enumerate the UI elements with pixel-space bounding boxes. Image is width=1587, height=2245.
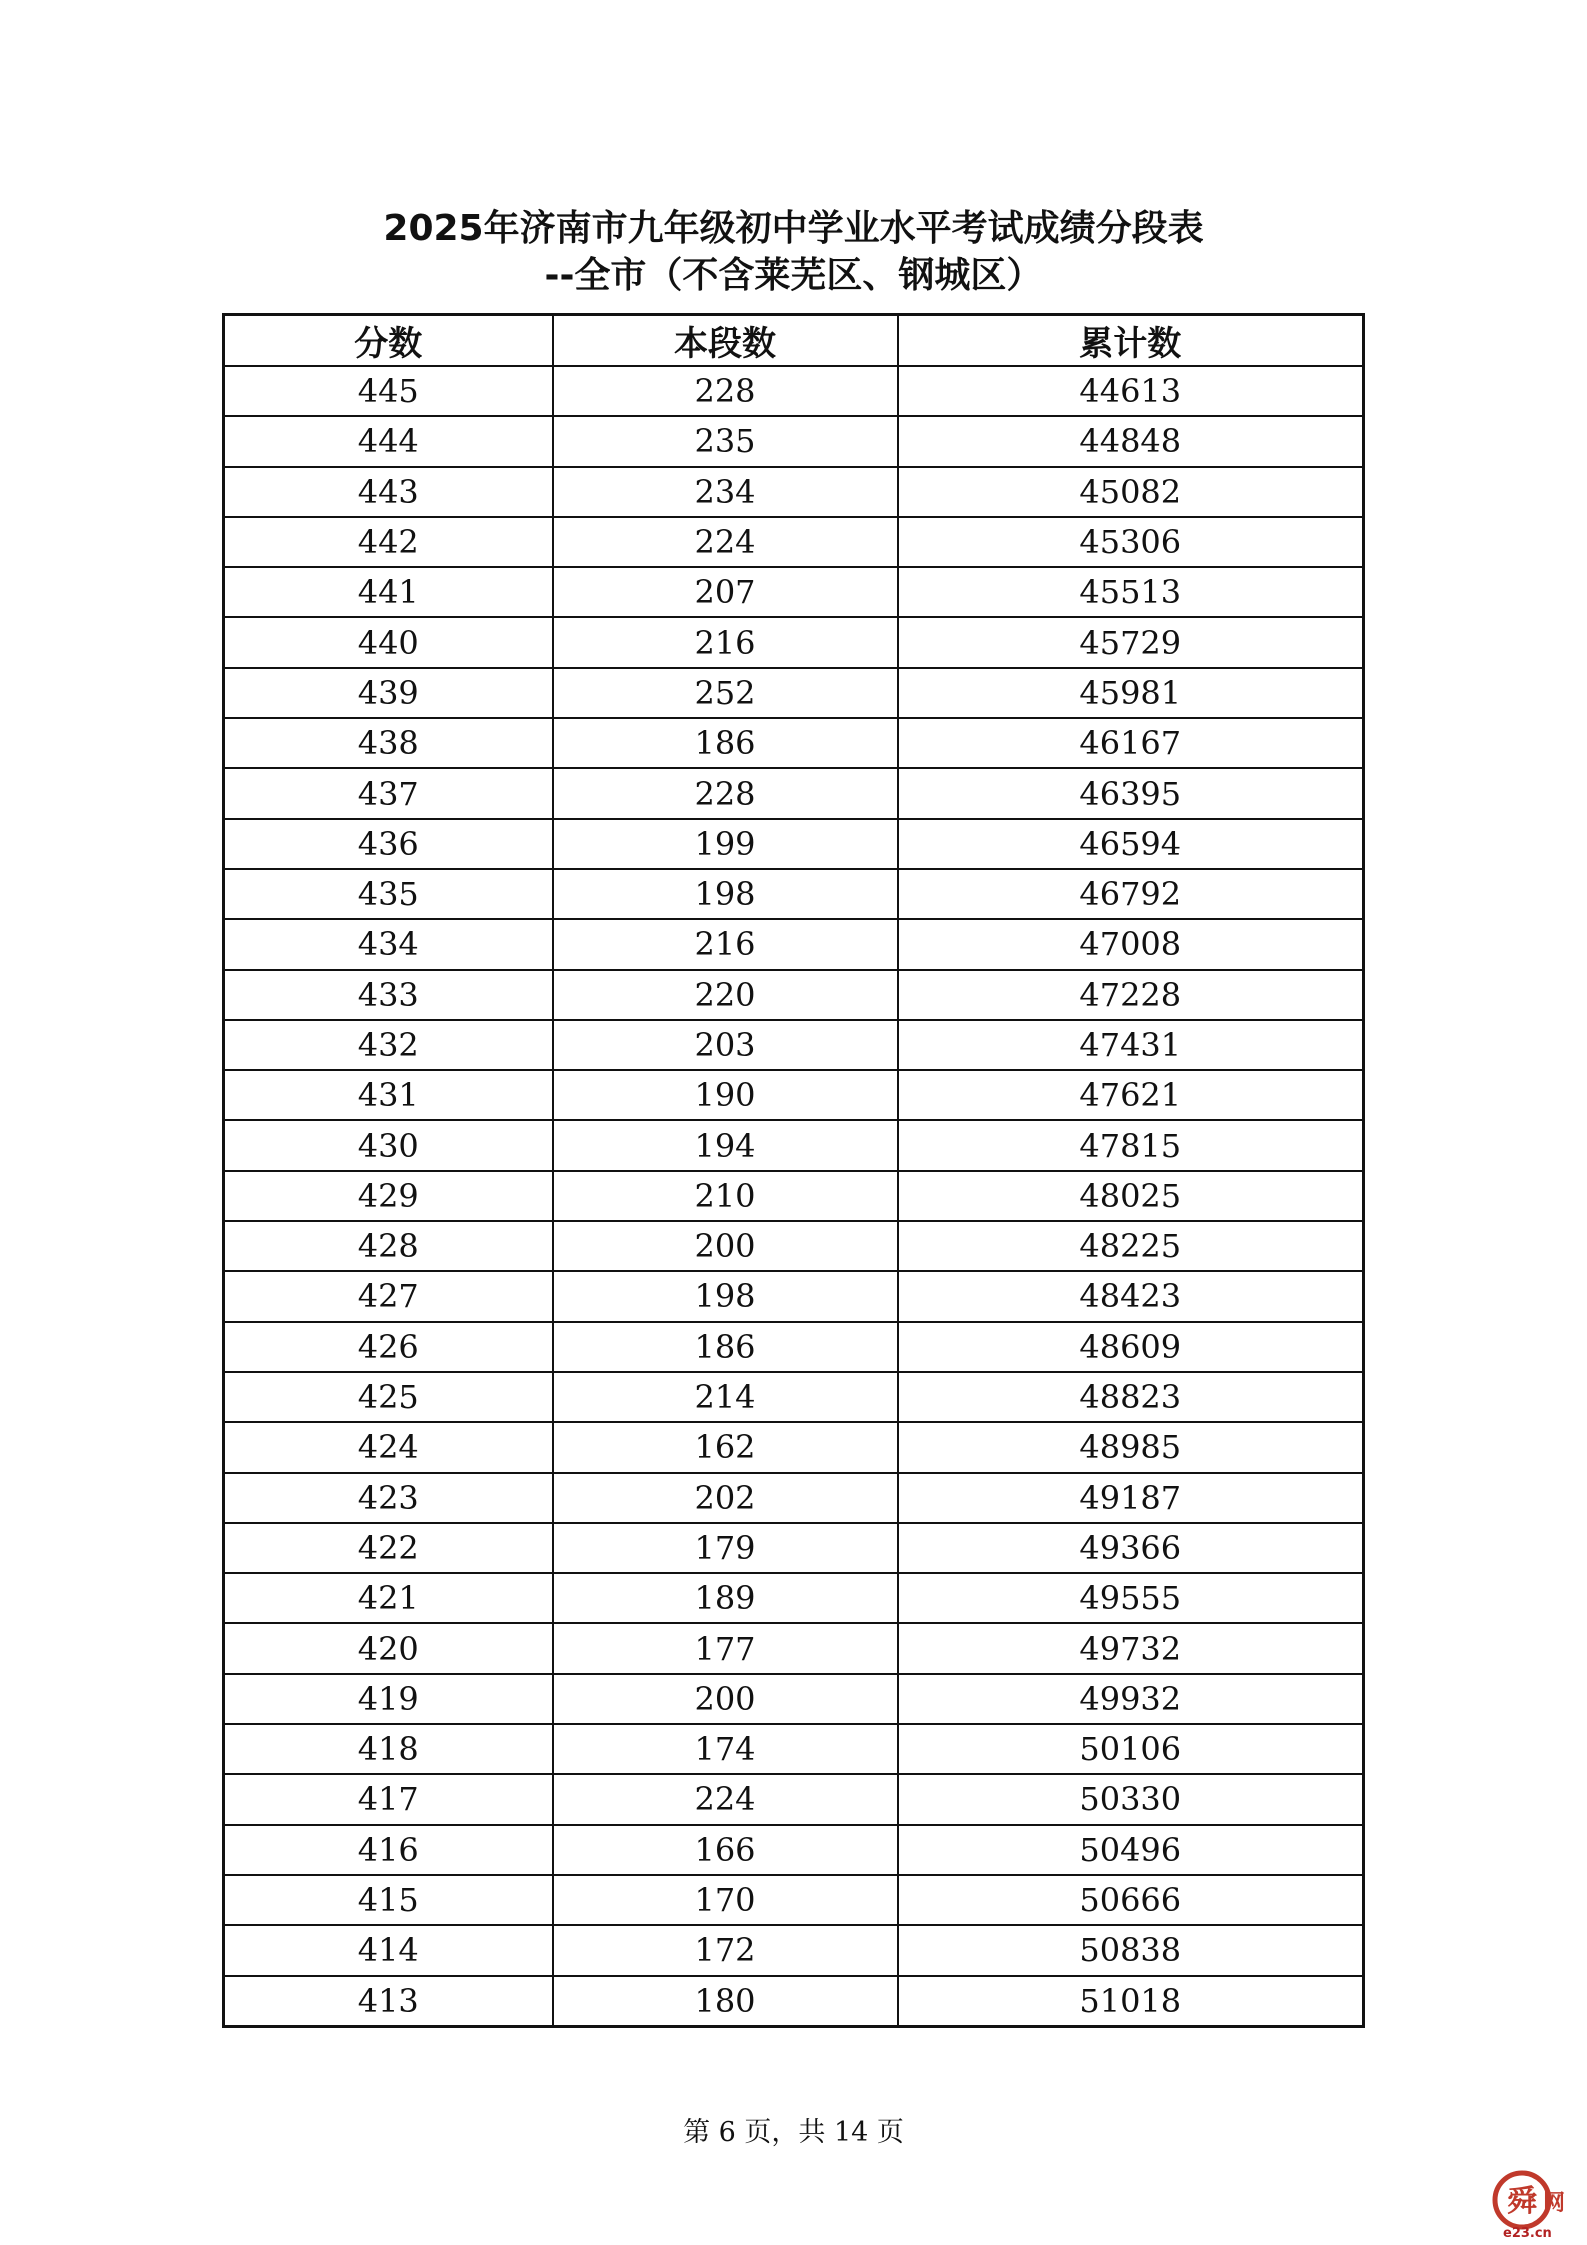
table-row	[224, 1674, 1364, 1724]
cell-cumulative-count: 49555	[898, 1573, 1364, 1623]
table-row	[224, 1171, 1364, 1221]
cell-cumulative-count: 45513	[898, 567, 1364, 617]
cell-score: 418	[224, 1724, 553, 1774]
table-row	[224, 567, 1364, 617]
table-row	[224, 718, 1364, 768]
cell-score: 426	[224, 1322, 553, 1372]
cell-cumulative-count: 50106	[898, 1724, 1364, 1774]
cell-segment-count: 234	[553, 467, 898, 517]
cell-score: 444	[224, 416, 553, 466]
table-row	[224, 517, 1364, 567]
cell-segment-count: 216	[553, 919, 898, 969]
cell-score: 417	[224, 1774, 553, 1824]
cell-cumulative-count: 47621	[898, 1070, 1364, 1120]
table-row	[224, 467, 1364, 517]
page-subtitle: --全市（不含莱芜区、钢城区）	[544, 255, 1043, 296]
cell-cumulative-count: 49187	[898, 1473, 1364, 1523]
cell-segment-count: 202	[553, 1473, 898, 1523]
table-row	[224, 869, 1364, 919]
cell-cumulative-count: 46167	[898, 718, 1364, 768]
table-row	[224, 1020, 1364, 1070]
cell-segment-count: 190	[553, 1070, 898, 1120]
cell-cumulative-count: 51018	[898, 1976, 1364, 2027]
cell-score: 425	[224, 1372, 553, 1422]
cell-score: 445	[224, 366, 553, 416]
cell-cumulative-count: 46792	[898, 869, 1364, 919]
cell-cumulative-count: 47431	[898, 1020, 1364, 1070]
table-body	[224, 366, 1364, 2026]
cell-score: 435	[224, 869, 553, 919]
table-row	[224, 1825, 1364, 1875]
cell-cumulative-count: 50496	[898, 1825, 1364, 1875]
cell-cumulative-count: 45082	[898, 467, 1364, 517]
table-row	[224, 416, 1364, 466]
cell-cumulative-count: 50666	[898, 1875, 1364, 1925]
cell-score: 423	[224, 1473, 553, 1523]
table-row	[224, 768, 1364, 818]
table-header-row	[224, 315, 1364, 367]
cell-cumulative-count: 48985	[898, 1422, 1364, 1472]
cell-cumulative-count: 46594	[898, 819, 1364, 869]
cell-segment-count: 224	[553, 1774, 898, 1824]
cell-score: 427	[224, 1271, 553, 1321]
header-score: 分数	[224, 315, 553, 367]
cell-cumulative-count: 45981	[898, 668, 1364, 718]
cell-segment-count: 200	[553, 1221, 898, 1271]
cell-segment-count: 210	[553, 1171, 898, 1221]
score-distribution-table	[222, 313, 1365, 2028]
cell-cumulative-count: 49366	[898, 1523, 1364, 1573]
cell-segment-count: 166	[553, 1825, 898, 1875]
cell-cumulative-count: 48025	[898, 1171, 1364, 1221]
cell-segment-count: 189	[553, 1573, 898, 1623]
cell-score: 420	[224, 1623, 553, 1673]
cell-score: 432	[224, 1020, 553, 1070]
cell-segment-count: 203	[553, 1020, 898, 1070]
cell-score: 429	[224, 1171, 553, 1221]
cell-score: 436	[224, 819, 553, 869]
cell-cumulative-count: 50330	[898, 1774, 1364, 1824]
cell-segment-count: 194	[553, 1120, 898, 1170]
cell-segment-count: 186	[553, 1322, 898, 1372]
cell-segment-count: 177	[553, 1623, 898, 1673]
cell-cumulative-count: 46395	[898, 768, 1364, 818]
table-row	[224, 1322, 1364, 1372]
cell-score: 413	[224, 1976, 553, 2027]
cell-score: 434	[224, 919, 553, 969]
table-row	[224, 1070, 1364, 1120]
cell-score: 443	[224, 467, 553, 517]
cell-segment-count: 214	[553, 1372, 898, 1422]
cell-score: 419	[224, 1674, 553, 1724]
cell-segment-count: 220	[553, 970, 898, 1020]
cell-segment-count: 172	[553, 1925, 898, 1975]
cell-score: 437	[224, 768, 553, 818]
cell-segment-count: 252	[553, 668, 898, 718]
cell-segment-count: 216	[553, 617, 898, 667]
cell-cumulative-count: 45306	[898, 517, 1364, 567]
table-row	[224, 819, 1364, 869]
cell-score: 442	[224, 517, 553, 567]
page-title: 2025年济南市九年级初中学业水平考试成绩分段表	[383, 208, 1204, 249]
cell-cumulative-count: 49732	[898, 1623, 1364, 1673]
cell-segment-count: 199	[553, 819, 898, 869]
cell-score: 433	[224, 970, 553, 1020]
table-row	[224, 1372, 1364, 1422]
cell-cumulative-count: 45729	[898, 617, 1364, 667]
cell-segment-count: 207	[553, 567, 898, 617]
cell-score: 430	[224, 1120, 553, 1170]
page-footer: 第 6 页，共 14 页	[683, 2117, 904, 2148]
table-row	[224, 668, 1364, 718]
cell-score: 416	[224, 1825, 553, 1875]
cell-cumulative-count: 47008	[898, 919, 1364, 969]
table-row	[224, 1271, 1364, 1321]
cell-score: 441	[224, 567, 553, 617]
cell-segment-count: 179	[553, 1523, 898, 1573]
table-row	[224, 1573, 1364, 1623]
cell-segment-count: 180	[553, 1976, 898, 2027]
cell-score: 422	[224, 1523, 553, 1573]
table-row	[224, 1221, 1364, 1271]
table-row	[224, 1473, 1364, 1523]
table-row	[224, 1976, 1364, 2027]
cell-cumulative-count: 50838	[898, 1925, 1364, 1975]
cell-cumulative-count: 48225	[898, 1221, 1364, 1271]
cell-score: 431	[224, 1070, 553, 1120]
cell-cumulative-count: 47815	[898, 1120, 1364, 1170]
cell-score: 424	[224, 1422, 553, 1472]
cell-cumulative-count: 44848	[898, 416, 1364, 466]
cell-score: 428	[224, 1221, 553, 1271]
cell-score: 438	[224, 718, 553, 768]
table-row	[224, 1523, 1364, 1573]
cell-segment-count: 174	[553, 1724, 898, 1774]
table-row	[224, 1774, 1364, 1824]
header-cumulative-count: 累计数	[898, 315, 1364, 367]
cell-score: 439	[224, 668, 553, 718]
cell-score: 414	[224, 1925, 553, 1975]
table-row	[224, 1120, 1364, 1170]
table-row	[224, 919, 1364, 969]
cell-cumulative-count: 44613	[898, 366, 1364, 416]
cell-score: 421	[224, 1573, 553, 1623]
cell-score: 440	[224, 617, 553, 667]
table-row	[224, 617, 1364, 667]
table-row	[224, 1875, 1364, 1925]
cell-segment-count: 235	[553, 416, 898, 466]
cell-cumulative-count: 48823	[898, 1372, 1364, 1422]
cell-cumulative-count: 48423	[898, 1271, 1364, 1321]
header-segment-count: 本段数	[553, 315, 898, 367]
watermark-logo-text: 舜	[1507, 2184, 1537, 2219]
table-row	[224, 366, 1364, 416]
table-row	[224, 970, 1364, 1020]
cell-segment-count: 228	[553, 366, 898, 416]
cell-segment-count: 228	[553, 768, 898, 818]
cell-cumulative-count: 47228	[898, 970, 1364, 1020]
cell-score: 415	[224, 1875, 553, 1925]
cell-segment-count: 200	[553, 1674, 898, 1724]
cell-segment-count: 186	[553, 718, 898, 768]
watermark-caption: e23.cn	[1503, 2226, 1552, 2241]
watermark-logo-text-2: 网	[1542, 2191, 1566, 2216]
cell-cumulative-count: 48609	[898, 1322, 1364, 1372]
table-row	[224, 1724, 1364, 1774]
cell-segment-count: 198	[553, 1271, 898, 1321]
cell-cumulative-count: 49932	[898, 1674, 1364, 1724]
cell-segment-count: 162	[553, 1422, 898, 1472]
cell-segment-count: 224	[553, 517, 898, 567]
cell-segment-count: 170	[553, 1875, 898, 1925]
table-row	[224, 1422, 1364, 1472]
cell-segment-count: 198	[553, 869, 898, 919]
table-row	[224, 1925, 1364, 1975]
table-row	[224, 1623, 1364, 1673]
